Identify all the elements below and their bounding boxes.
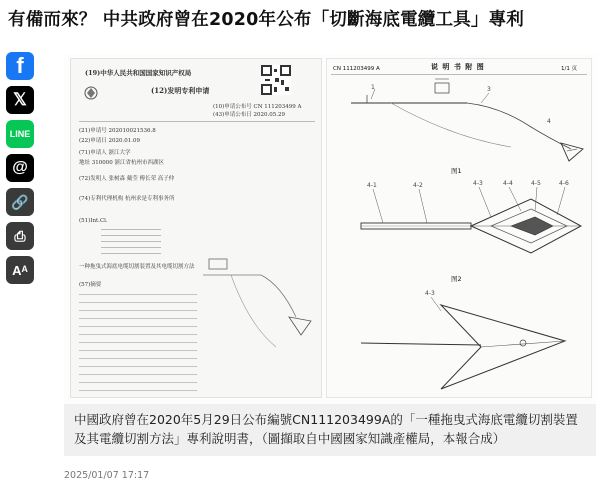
svg-text:4-2: 4-2 (413, 182, 423, 189)
article-image (64, 54, 596, 404)
svg-text:4-4: 4-4 (503, 180, 513, 187)
svg-text:1: 1 (371, 84, 375, 91)
drawing-header-center: 说 明 书 附 图 (431, 63, 485, 71)
threads-share-icon[interactable]: @ (6, 154, 34, 182)
copy-link-icon[interactable]: 🔗 (6, 188, 34, 216)
svg-text:3: 3 (487, 86, 491, 93)
font-size-icon[interactable]: Aᴬ (6, 256, 34, 284)
facebook-share-icon[interactable]: f (6, 52, 34, 80)
patent-emblem-icon (83, 83, 99, 103)
qr-code-icon (261, 65, 291, 95)
patent-ipc: (51)Int.Cl. (79, 218, 108, 224)
figure-2-drawing (331, 177, 589, 273)
article-headline: 有備而來？ 中共政府曾在2020年公布「切斷海底電纜工具」專利 (8, 10, 524, 30)
figure-3-drawing (331, 285, 589, 397)
patent-app-date: (22)申请日 2020.01.09 (79, 138, 141, 144)
patent-office: (19)中华人民共和国国家知识产权局 (85, 69, 192, 77)
patent-front-page (70, 58, 322, 398)
figure-1-drawing (331, 77, 589, 169)
drawing-header-right: 1/1 页 (561, 66, 578, 72)
patent-drawings-page (326, 58, 592, 398)
patent-abstract-label: (57)摘要 (79, 282, 102, 288)
x-share-icon[interactable]: 𝕏 (6, 86, 34, 114)
patent-app-no: (21)申请号 202010021536.8 (79, 128, 156, 134)
svg-text:4-3: 4-3 (473, 180, 483, 187)
header-divider (79, 121, 315, 122)
patent-title: 一种拖曳式海底电缆切割装置及其电缆切割方法 (79, 264, 195, 270)
svg-text:4-5: 4-5 (531, 180, 541, 187)
patent-pub-no: (10)申请公布号 CN 111203499 A (213, 104, 302, 110)
patent-address: 地址 310000 浙江省杭州市西湖区 (79, 160, 164, 166)
patent-inventors: (72)发明人 张树森 戴莹 傅长荣 高子仲 (79, 176, 175, 182)
share-bar (6, 52, 36, 290)
patent-agency: (74)专利代理机构 杭州求是专利事务所 (79, 196, 175, 202)
svg-text:4-1: 4-1 (367, 182, 377, 189)
image-caption: 中國政府曾在2020年5月29日公布編號CN111203499A的「一種拖曳式海底電纜切割裝置及其電纜切割方法」專利說明書，（圖擷取自中國國家知識產權局，本報合成） (64, 404, 596, 456)
svg-text:4: 4 (547, 118, 551, 125)
publish-timestamp: 2025/01/07 17:17 (64, 470, 150, 481)
svg-text:4-6: 4-6 (559, 180, 569, 187)
patent-abstract-text (79, 291, 197, 391)
patent-pub-date: (43)申请公布日 2020.05.29 (213, 112, 286, 118)
abstract-drawing (201, 255, 319, 365)
patent-kind: (12)发明专利申请 (151, 86, 210, 95)
ipc-codes (101, 227, 161, 255)
figure-1-label: 图1 (451, 167, 462, 175)
svg-text:4-3: 4-3 (425, 290, 435, 297)
drawing-header-left: CN 111203499 A (333, 66, 380, 72)
drawing-header-line (331, 74, 587, 75)
line-share-icon[interactable]: LINE (6, 120, 34, 148)
print-icon[interactable]: ⎙ (6, 222, 34, 250)
patent-applicant: (71)申请人 浙江大学 (79, 150, 131, 156)
figure-2-label: 图2 (451, 275, 462, 283)
